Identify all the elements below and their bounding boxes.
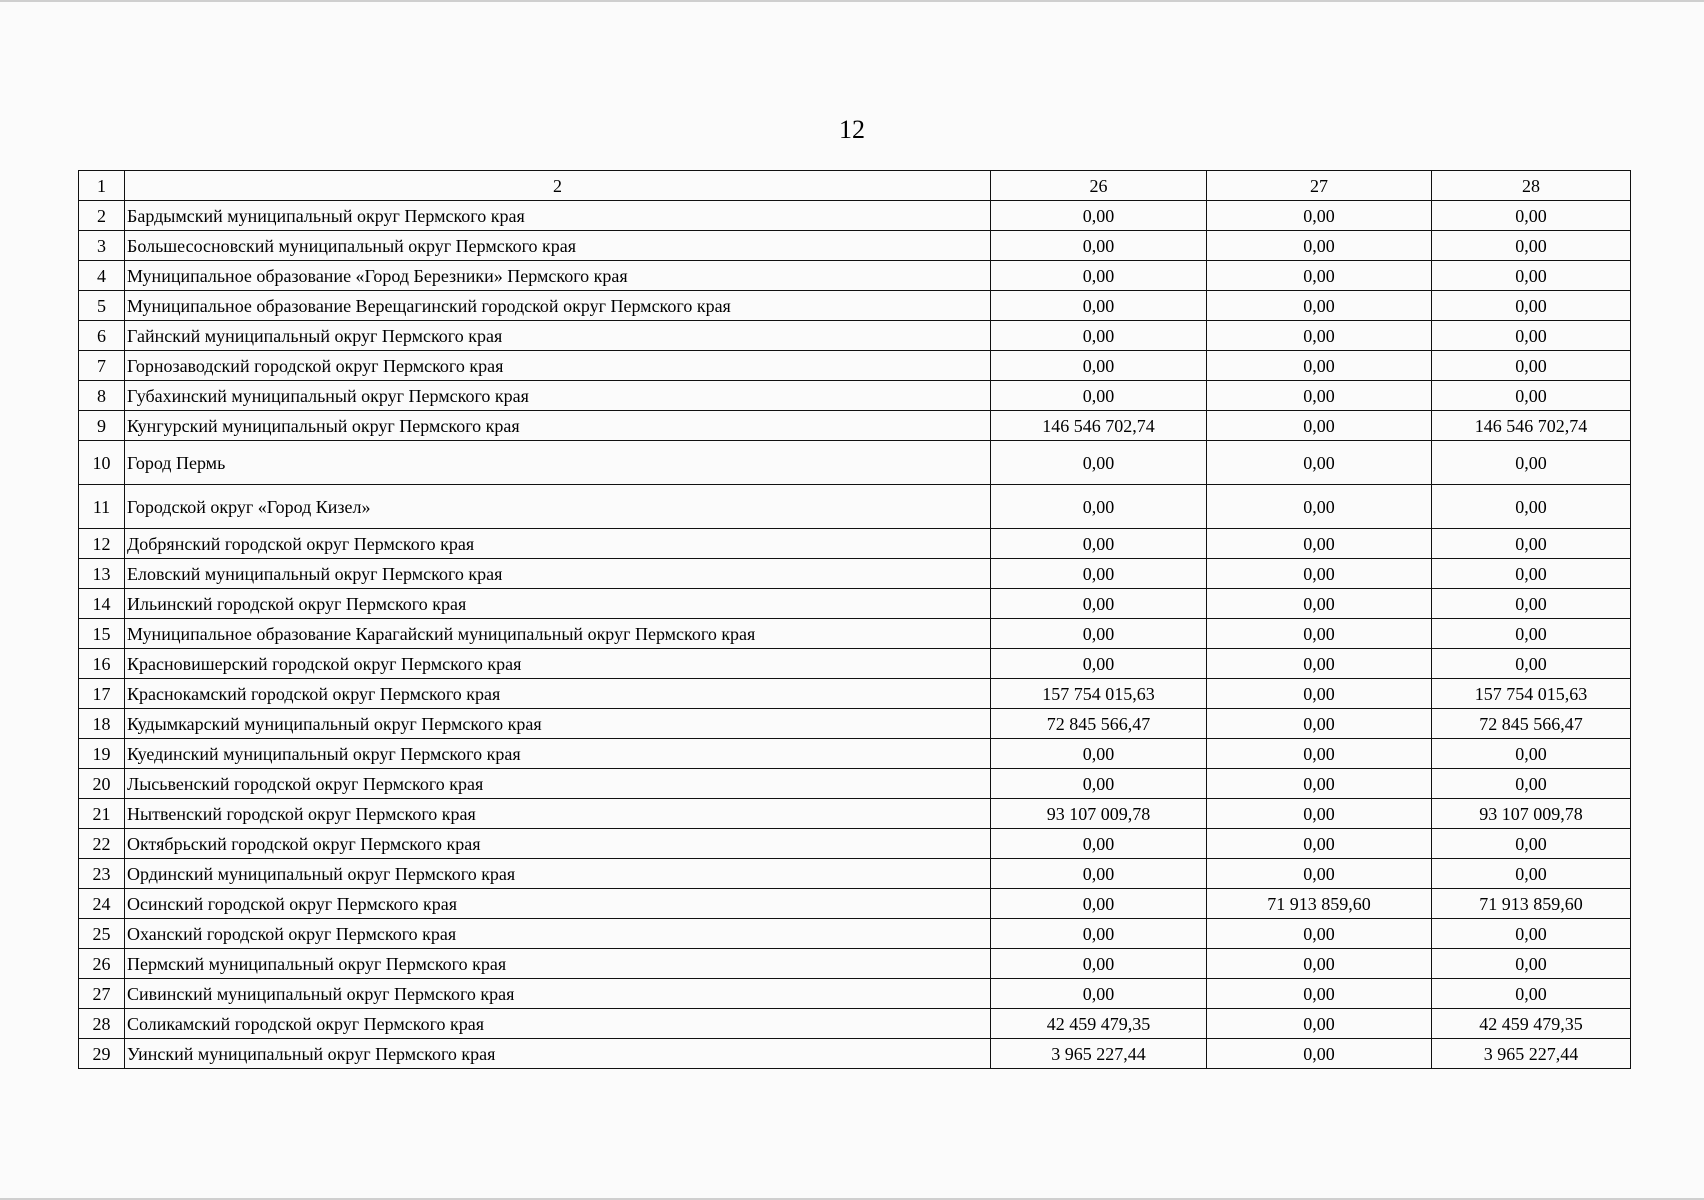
table-row bbox=[79, 201, 1631, 231]
value-col-28: 157 754 015,63 bbox=[1432, 679, 1631, 709]
municipality-name: Кунгурский муниципальный округ Пермского края bbox=[125, 411, 991, 441]
row-number: 7 bbox=[79, 351, 125, 381]
row-number: 2 bbox=[79, 201, 125, 231]
value-col-26: 72 845 566,47 bbox=[991, 709, 1207, 739]
value-col-26: 0,00 bbox=[991, 261, 1207, 291]
value-col-27: 0,00 bbox=[1207, 291, 1432, 321]
row-number: 11 bbox=[79, 485, 125, 529]
value-col-26: 0,00 bbox=[991, 441, 1207, 485]
value-col-26: 0,00 bbox=[991, 739, 1207, 769]
value-col-27: 0,00 bbox=[1207, 411, 1432, 441]
value-col-28: 0,00 bbox=[1432, 649, 1631, 679]
value-col-28: 71 913 859,60 bbox=[1432, 889, 1631, 919]
municipality-name: Осинский городской округ Пермского края bbox=[125, 889, 991, 919]
value-col-28: 0,00 bbox=[1432, 859, 1631, 889]
value-col-26: 0,00 bbox=[991, 649, 1207, 679]
value-col-27: 0,00 bbox=[1207, 679, 1432, 709]
value-col-28: 42 459 479,35 bbox=[1432, 1009, 1631, 1039]
page-number: 12 bbox=[839, 115, 865, 144]
value-col-28: 0,00 bbox=[1432, 291, 1631, 321]
table-row bbox=[79, 381, 1631, 411]
table-row bbox=[79, 949, 1631, 979]
row-number: 16 bbox=[79, 649, 125, 679]
value-col-27: 0,00 bbox=[1207, 739, 1432, 769]
value-col-26: 0,00 bbox=[991, 919, 1207, 949]
municipality-name: Кудымкарский муниципальный округ Пермского края bbox=[125, 709, 991, 739]
row-number: 13 bbox=[79, 559, 125, 589]
value-col-28: 93 107 009,78 bbox=[1432, 799, 1631, 829]
value-col-27: 0,00 bbox=[1207, 649, 1432, 679]
municipality-name: Пермский муниципальный округ Пермского края bbox=[125, 949, 991, 979]
row-number: 12 bbox=[79, 529, 125, 559]
value-col-28: 0,00 bbox=[1432, 559, 1631, 589]
table-row bbox=[79, 559, 1631, 589]
value-col-27: 0,00 bbox=[1207, 709, 1432, 739]
table-row bbox=[79, 619, 1631, 649]
municipality-name: Октябрьский городской округ Пермского края bbox=[125, 829, 991, 859]
value-col-28: 0,00 bbox=[1432, 261, 1631, 291]
value-col-28: 3 965 227,44 bbox=[1432, 1039, 1631, 1069]
municipality-name: Гайнский муниципальный округ Пермского края bbox=[125, 321, 991, 351]
data-table bbox=[78, 170, 1631, 1069]
row-number: 20 bbox=[79, 769, 125, 799]
table-header-row bbox=[79, 171, 1631, 201]
value-col-28: 0,00 bbox=[1432, 231, 1631, 261]
value-col-26: 0,00 bbox=[991, 859, 1207, 889]
value-col-27: 0,00 bbox=[1207, 619, 1432, 649]
header-col-26: 26 bbox=[991, 171, 1207, 201]
value-col-26: 0,00 bbox=[991, 291, 1207, 321]
value-col-28: 0,00 bbox=[1432, 381, 1631, 411]
value-col-28: 0,00 bbox=[1432, 979, 1631, 1009]
table-row bbox=[79, 261, 1631, 291]
table-row bbox=[79, 649, 1631, 679]
value-col-26: 0,00 bbox=[991, 381, 1207, 411]
row-number: 26 bbox=[79, 949, 125, 979]
value-col-28: 0,00 bbox=[1432, 829, 1631, 859]
value-col-26: 0,00 bbox=[991, 559, 1207, 589]
row-number: 3 bbox=[79, 231, 125, 261]
table-row bbox=[79, 739, 1631, 769]
header-col-28: 28 bbox=[1432, 171, 1631, 201]
table-row bbox=[79, 351, 1631, 381]
table-row bbox=[79, 441, 1631, 485]
value-col-26: 0,00 bbox=[991, 201, 1207, 231]
row-number: 17 bbox=[79, 679, 125, 709]
value-col-27: 0,00 bbox=[1207, 589, 1432, 619]
table-row bbox=[79, 769, 1631, 799]
municipality-name: Муниципальное образование Верещагинский городской округ Пермского края bbox=[125, 291, 991, 321]
table-row bbox=[79, 979, 1631, 1009]
value-col-27: 0,00 bbox=[1207, 201, 1432, 231]
value-col-26: 0,00 bbox=[991, 769, 1207, 799]
value-col-27: 0,00 bbox=[1207, 1009, 1432, 1039]
value-col-28: 0,00 bbox=[1432, 321, 1631, 351]
row-number: 18 bbox=[79, 709, 125, 739]
value-col-26: 0,00 bbox=[991, 889, 1207, 919]
value-col-26: 0,00 bbox=[991, 619, 1207, 649]
value-col-27: 0,00 bbox=[1207, 979, 1432, 1009]
value-col-28: 0,00 bbox=[1432, 485, 1631, 529]
value-col-27: 0,00 bbox=[1207, 441, 1432, 485]
table-row bbox=[79, 799, 1631, 829]
municipality-name: Еловский муниципальный округ Пермского края bbox=[125, 559, 991, 589]
table-row bbox=[79, 589, 1631, 619]
value-col-28: 0,00 bbox=[1432, 949, 1631, 979]
municipality-name: Ильинский городской округ Пермского края bbox=[125, 589, 991, 619]
value-col-27: 0,00 bbox=[1207, 381, 1432, 411]
value-col-26: 93 107 009,78 bbox=[991, 799, 1207, 829]
municipality-name: Большесосновский муниципальный округ Пермского края bbox=[125, 231, 991, 261]
value-col-27: 0,00 bbox=[1207, 769, 1432, 799]
row-number: 23 bbox=[79, 859, 125, 889]
scan-edge-top bbox=[0, 0, 1704, 2]
table-row bbox=[79, 859, 1631, 889]
value-col-26: 0,00 bbox=[991, 321, 1207, 351]
row-number: 29 bbox=[79, 1039, 125, 1069]
municipality-name: Сивинский муниципальный округ Пермского края bbox=[125, 979, 991, 1009]
row-number: 8 bbox=[79, 381, 125, 411]
value-col-28: 0,00 bbox=[1432, 201, 1631, 231]
table-row bbox=[79, 291, 1631, 321]
municipality-name: Краснокамский городской округ Пермского края bbox=[125, 679, 991, 709]
value-col-27: 0,00 bbox=[1207, 485, 1432, 529]
table-row bbox=[79, 679, 1631, 709]
table-row bbox=[79, 1039, 1631, 1069]
value-col-27: 0,00 bbox=[1207, 261, 1432, 291]
value-col-27: 0,00 bbox=[1207, 919, 1432, 949]
table-row bbox=[79, 919, 1631, 949]
municipality-name: Куединский муниципальный округ Пермского края bbox=[125, 739, 991, 769]
row-number: 24 bbox=[79, 889, 125, 919]
table-row bbox=[79, 709, 1631, 739]
municipality-name: Муниципальное образование «Город Березники» Пермского края bbox=[125, 261, 991, 291]
header-col-2: 2 bbox=[125, 171, 991, 201]
value-col-28: 0,00 bbox=[1432, 739, 1631, 769]
header-col-27: 27 bbox=[1207, 171, 1432, 201]
row-number: 5 bbox=[79, 291, 125, 321]
table-row bbox=[79, 529, 1631, 559]
row-number: 10 bbox=[79, 441, 125, 485]
row-number: 9 bbox=[79, 411, 125, 441]
value-col-28: 0,00 bbox=[1432, 619, 1631, 649]
value-col-26: 0,00 bbox=[991, 589, 1207, 619]
value-col-28: 0,00 bbox=[1432, 529, 1631, 559]
municipality-name: Губахинский муниципальный округ Пермского края bbox=[125, 381, 991, 411]
row-number: 15 bbox=[79, 619, 125, 649]
municipality-name: Городской округ «Город Кизел» bbox=[125, 485, 991, 529]
municipality-name: Уинский муниципальный округ Пермского края bbox=[125, 1039, 991, 1069]
row-number: 22 bbox=[79, 829, 125, 859]
header-col-1: 1 bbox=[79, 171, 125, 201]
value-col-27: 0,00 bbox=[1207, 949, 1432, 979]
table-row bbox=[79, 485, 1631, 529]
value-col-26: 0,00 bbox=[991, 979, 1207, 1009]
value-col-26: 157 754 015,63 bbox=[991, 679, 1207, 709]
value-col-27: 0,00 bbox=[1207, 799, 1432, 829]
value-col-26: 0,00 bbox=[991, 485, 1207, 529]
value-col-27: 0,00 bbox=[1207, 321, 1432, 351]
value-col-28: 0,00 bbox=[1432, 589, 1631, 619]
table-row bbox=[79, 829, 1631, 859]
table-row bbox=[79, 1009, 1631, 1039]
municipality-name: Город Пермь bbox=[125, 441, 991, 485]
value-col-26: 0,00 bbox=[991, 529, 1207, 559]
value-col-27: 71 913 859,60 bbox=[1207, 889, 1432, 919]
value-col-27: 0,00 bbox=[1207, 559, 1432, 589]
municipality-name: Бардымский муниципальный округ Пермского края bbox=[125, 201, 991, 231]
value-col-28: 146 546 702,74 bbox=[1432, 411, 1631, 441]
table-body bbox=[79, 171, 1631, 1069]
value-col-27: 0,00 bbox=[1207, 231, 1432, 261]
value-col-26: 0,00 bbox=[991, 351, 1207, 381]
municipality-name: Горнозаводский городской округ Пермского края bbox=[125, 351, 991, 381]
row-number: 27 bbox=[79, 979, 125, 1009]
value-col-28: 0,00 bbox=[1432, 769, 1631, 799]
municipality-name: Нытвенский городской округ Пермского края bbox=[125, 799, 991, 829]
row-number: 28 bbox=[79, 1009, 125, 1039]
row-number: 14 bbox=[79, 589, 125, 619]
value-col-27: 0,00 bbox=[1207, 829, 1432, 859]
value-col-28: 0,00 bbox=[1432, 351, 1631, 381]
table-row bbox=[79, 231, 1631, 261]
municipality-name: Ординский муниципальный округ Пермского края bbox=[125, 859, 991, 889]
municipality-name: Красновишерский городской округ Пермского края bbox=[125, 649, 991, 679]
value-col-27: 0,00 bbox=[1207, 529, 1432, 559]
value-col-28: 0,00 bbox=[1432, 919, 1631, 949]
value-col-26: 0,00 bbox=[991, 949, 1207, 979]
value-col-26: 3 965 227,44 bbox=[991, 1039, 1207, 1069]
table-row bbox=[79, 321, 1631, 351]
municipality-name: Добрянский городской округ Пермского края bbox=[125, 529, 991, 559]
value-col-28: 0,00 bbox=[1432, 441, 1631, 485]
value-col-26: 0,00 bbox=[991, 231, 1207, 261]
value-col-27: 0,00 bbox=[1207, 1039, 1432, 1069]
row-number: 25 bbox=[79, 919, 125, 949]
table-row bbox=[79, 889, 1631, 919]
value-col-26: 0,00 bbox=[991, 829, 1207, 859]
row-number: 21 bbox=[79, 799, 125, 829]
value-col-27: 0,00 bbox=[1207, 859, 1432, 889]
row-number: 19 bbox=[79, 739, 125, 769]
row-number: 4 bbox=[79, 261, 125, 291]
value-col-26: 42 459 479,35 bbox=[991, 1009, 1207, 1039]
value-col-27: 0,00 bbox=[1207, 351, 1432, 381]
value-col-26: 146 546 702,74 bbox=[991, 411, 1207, 441]
municipality-name: Лысьвенский городской округ Пермского края bbox=[125, 769, 991, 799]
municipality-name: Оханский городской округ Пермского края bbox=[125, 919, 991, 949]
value-col-28: 72 845 566,47 bbox=[1432, 709, 1631, 739]
table-row bbox=[79, 411, 1631, 441]
municipality-name: Соликамский городской округ Пермского края bbox=[125, 1009, 991, 1039]
municipality-name: Муниципальное образование Карагайский муниципальный округ Пермского края bbox=[125, 619, 991, 649]
row-number: 6 bbox=[79, 321, 125, 351]
